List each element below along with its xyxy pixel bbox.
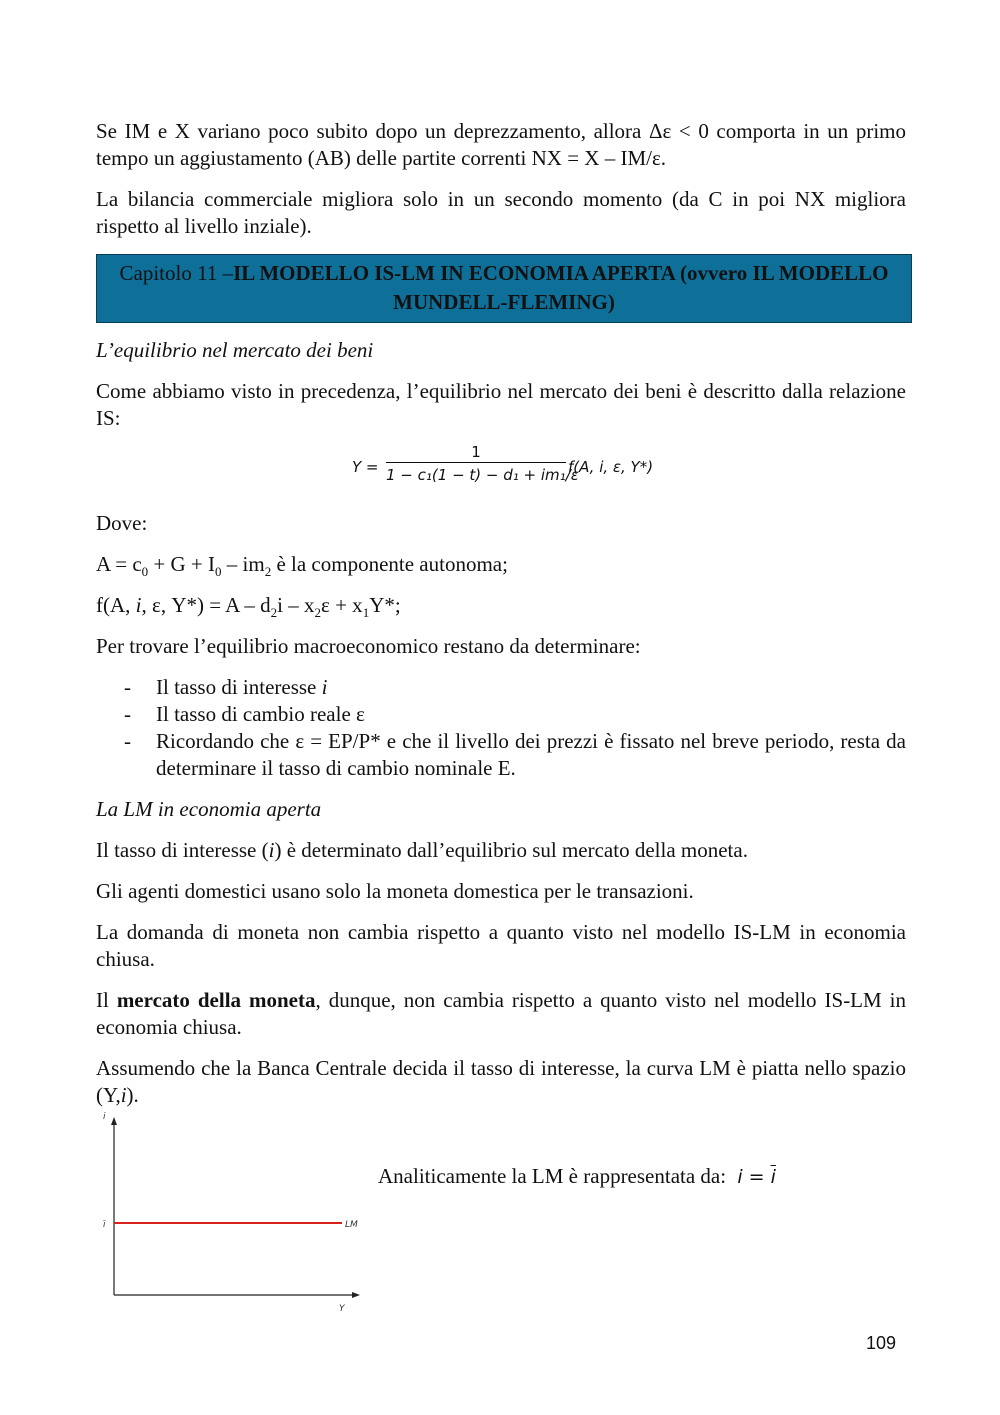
paragraph: Se IM e X variano poco subito dopo un deprezzamento, allora Δε < 0 comporta in un primo tempo un aggiustamento (AB) delle partite correnti NX = X – IM/ε. — [96, 119, 906, 170]
lm-equation — [737, 1166, 776, 1188]
subscript: 1 — [362, 605, 370, 621]
section-heading: L’equilibrio nel mercato dei beni — [96, 338, 374, 362]
subscript: 2 — [270, 605, 278, 621]
paragraph — [96, 837, 906, 864]
subscript: 0 — [141, 564, 149, 580]
y-axis-label: i — [103, 1112, 106, 1122]
text-span: ). — [126, 1083, 139, 1107]
list-item — [96, 701, 906, 728]
italic-span: i — [321, 675, 328, 699]
lm-analytic-expression — [378, 1163, 776, 1191]
autonomous-component-definition — [96, 551, 906, 578]
chapter-prefix: Capitolo 11 – — [119, 261, 234, 285]
dash-bullet: - — [124, 729, 131, 753]
y-axis-arrow — [111, 1117, 117, 1125]
italic-span: i — [120, 1083, 127, 1107]
text-span: Y*; — [369, 593, 401, 617]
text-span: + G + I — [148, 552, 216, 576]
dash-bullet: - — [124, 675, 131, 699]
paragraph: La domanda di moneta non cambia rispetto a quanto visto nel modello IS-LM in economia chiusa. — [96, 920, 906, 971]
text-span: f(A, — [96, 593, 136, 617]
list-item — [96, 674, 906, 701]
text-span: Il tasso di cambio reale ε — [156, 702, 365, 726]
text-span: , ε, Y*) = A – d — [141, 593, 271, 617]
lm-graph — [96, 1111, 396, 1314]
bold-span: mercato della moneta — [116, 988, 316, 1012]
formula-rhs: f(A, i, ε, Y*) — [568, 458, 654, 476]
paragraph — [96, 1055, 906, 1109]
italic-span: i — [135, 593, 142, 617]
page-content — [96, 118, 906, 1341]
paragraph: La bilancia commerciale migliora solo in un secondo momento (da C in poi NX migliora rispetto al livello inziale). — [96, 187, 906, 238]
text-span: , dunque, non cambia rispetto a quanto visto nel modello IS-LM in economia chiusa. — [96, 988, 906, 1039]
paragraph: Per trovare l’equilibrio macroeconomico restano da determinare: — [96, 634, 641, 658]
equation-rhs: $\overline{i}$ — [770, 1166, 776, 1188]
text-span: Analiticamente la LM è rappresentata da: — [378, 1164, 727, 1188]
text-span: – im — [221, 552, 265, 576]
text-span: A = c — [96, 552, 142, 576]
paragraph: Gli agenti domestici usano solo la moneta domestica per le transazioni. — [96, 879, 694, 903]
italic-span: i — [268, 838, 275, 862]
lm-graph-area — [96, 1111, 906, 1341]
text-span: ) è determinato dall’equilibrio sul mercato della moneta. — [274, 838, 748, 862]
chapter-title: IL MODELLO IS-LM IN ECONOMIA APERTA (ovvero IL MODELLO MUNDELL-FLEMING) — [233, 261, 889, 314]
dash-bullet: - — [124, 702, 131, 726]
interest-level-label: i — [103, 1220, 106, 1230]
chapter-title-box — [96, 254, 912, 323]
text-span: Il tasso di interesse — [156, 675, 322, 699]
section-heading: La LM in economia aperta — [96, 797, 322, 821]
list-item — [96, 728, 906, 782]
text-span: Il — [96, 988, 117, 1012]
subscript: 2 — [264, 564, 272, 580]
paragraph: Come abbiamo visto in precedenza, l’equilibrio nel mercato dei beni è descritto dalla relazione IS: — [96, 379, 906, 430]
x-axis-arrow — [352, 1292, 360, 1298]
text-span: Assumendo che la Banca Centrale decida il tasso di interesse, la curva LM è piatta nello spazio (Y, — [96, 1056, 906, 1107]
subscript: 0 — [215, 564, 222, 580]
text-span: Ricordando che ε = EP/P* e che il livello dei prezzi è fissato nel breve periodo, resta da determinare il tasso di cambio nominale E. — [156, 729, 906, 780]
subscript: 2 — [314, 605, 322, 621]
formula-fraction — [386, 442, 579, 485]
lm-curve-label: LM — [345, 1220, 358, 1230]
fraction-bar — [386, 462, 566, 463]
dash-list — [96, 674, 906, 782]
paragraph — [96, 987, 906, 1041]
page-number: 109 — [866, 1333, 897, 1353]
text-span: è la componente autonoma; — [271, 552, 508, 576]
paragraph: Dove: — [96, 511, 148, 535]
is-formula — [96, 442, 906, 496]
text-span: Il tasso di interesse ( — [96, 838, 269, 862]
text-span: i – x — [277, 593, 315, 617]
function-definition — [96, 592, 906, 619]
formula-lhs: Y = — [352, 458, 379, 476]
formula-denominator: 1 − c₁(1 − t) − d₁ + im₁/ε — [386, 466, 579, 484]
x-axis-label: Y — [339, 1304, 345, 1314]
formula-numerator: 1 — [471, 443, 481, 461]
equation-lhs: i = — [737, 1166, 765, 1188]
text-span: ε + x — [321, 593, 363, 617]
